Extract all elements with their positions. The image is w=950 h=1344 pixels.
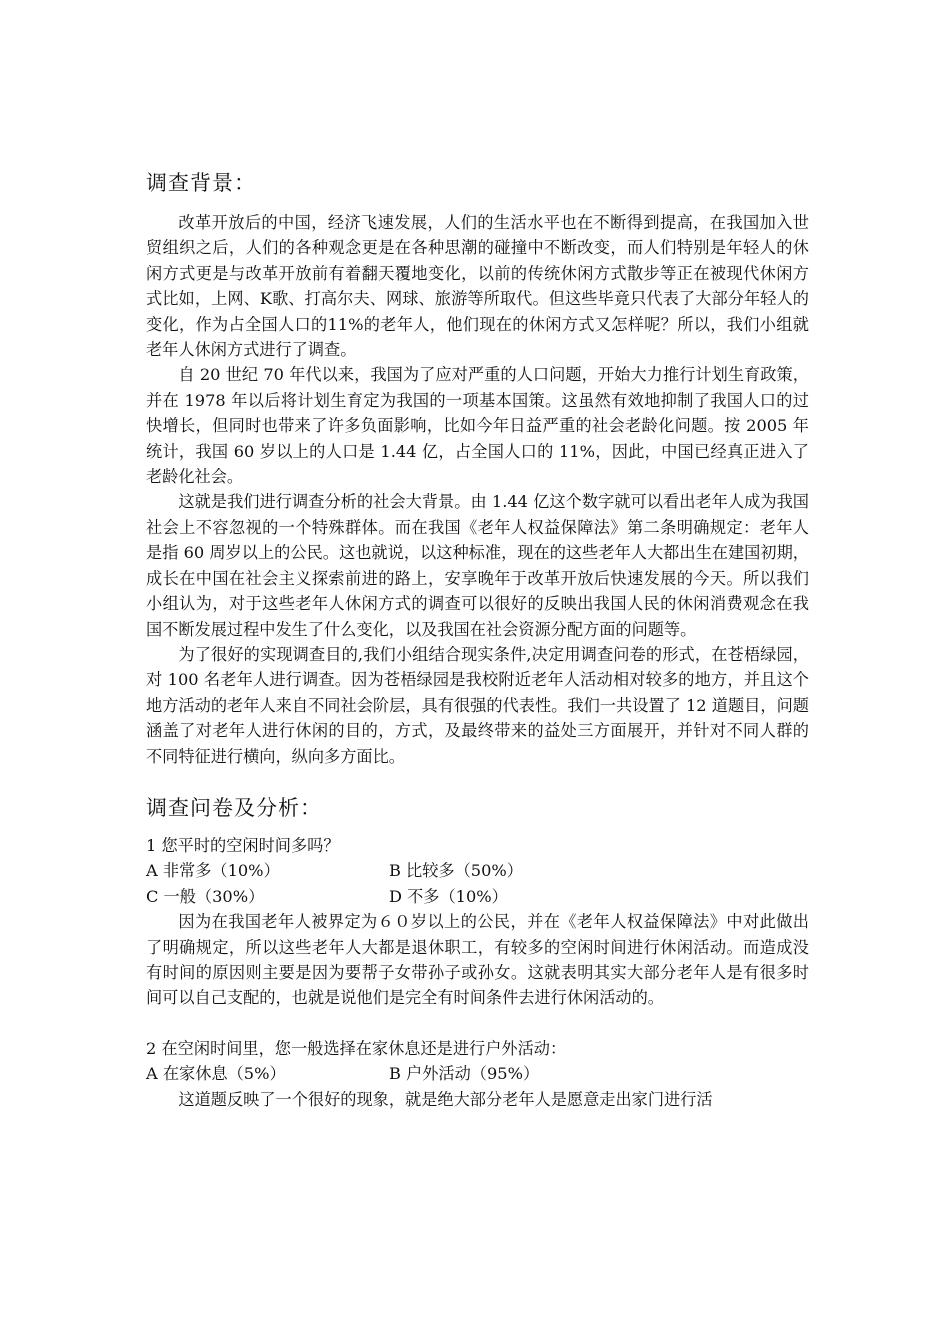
background-paragraph-3: 这就是我们进行调查分析的社会大背景。由 1.44 亿这个数字就可以看出老年人成为我国社会上不容忽视的一个特殊群体。而在我国《老年人权益保障法》第二条明确规定：老年人是指 60 周岁以上的公民。这也就说，以这种标准，现在的这些老年人大都出生在建国初期，成长在中国在社会主义探索前进的路上，安享晚年于改革开放后快速发展的今天。所以我们小组认为，对于这些老年人休闲方式的调查可以很好的反映出我国人民的休闲消费观念在我国不断发展过程中发生了什么变化，以及我国在社会资源分配方面的问题等。 [146,492,809,639]
background-paragraph-4: 为了很好的实现调查目的,我们小组结合现实条件,决定用调查问卷的形式，在苍梧绿园，对 100 名老年人进行调查。因为苍梧绿园是我校附近老年人活动相对较多的地方，并且这个地方活动的老年人来自不同社会阶层，具有很强的代表性。我们一共设置了 12 道题目，问题涵盖了对老年人进行休闲的目的，方式，及最终带来的益处三方面展开，并针对不同人群的不同特征进行横向，纵向多方面比。 [146,644,809,766]
question-2-text: 2 在空闲时间里，您一般选择在家休息还是进行户外活动： [146,1038,567,1058]
background-paragraph-2: 自 20 世纪 70 年代以来，我国为了应对严重的人口问题，开始大力推行计划生育政策，并在 1978 年以后将计划生育定为我国的一项基本国策。这虽然有效地抑制了我国人口的过快增长，但同时也带来了许多负面影响，比如今年日益严重的社会老龄化问题。按 2005 年统计，我国 60 岁以上的人口是 1.44 亿，占全国人口的 11%，因此，中国已经真正进入了老龄化社会。 [146,365,809,487]
question-2 [146,1036,809,1112]
question-1-text: 1 您平时的空闲时间多吗？ [146,835,340,855]
question-1-option-c: C 一般（30%） [146,886,265,906]
document-page [146,168,809,1112]
question-1-analysis: 因为在我国老年人被界定为６０岁以上的公民，并在《老年人权益保障法》中对此做出了明确规定，所以这些老年人大都是退休职工，有较多的空闲时间进行休闲活动。而造成没有时间的原因则主要是因为要帮子女带孙子或孙女。这就表明其实大部分老年人是有很多时间可以自己支配的，也就是说他们是完全有时间条件去进行休闲活动的。 [146,912,809,1008]
question-1-options-row-1 [146,858,809,883]
question-2-analysis: 这道题反映了一个很好的现象，就是绝大部分老年人是愿意走出家门进行活 [178,1089,713,1109]
question-1-options-row-2 [146,884,809,909]
question-1-option-b: B 比较多（50%） [389,861,523,881]
question-spacer [146,1011,809,1036]
question-1-option-d: D 不多（10%） [389,886,508,906]
question-1 [146,833,809,1011]
question-2-options-row-1 [146,1061,809,1086]
background-heading: 调查背景： [146,171,256,195]
question-1-option-a: A 非常多（10%） [146,861,280,881]
survey-heading: 调查问卷及分析： [146,795,322,820]
question-2-option-b: B 户外活动（95%） [389,1064,540,1084]
question-2-option-a: A 在家休息（5%） [146,1064,286,1084]
background-paragraph-1: 改革开放后的中国，经济飞速发展，人们的生活水平也在不断得到提高，在我国加入世贸组织之后，人们的各种观念更是在各种思潮的碰撞中不断改变，而人们特别是年轻人的休闲方式更是与改革开放前有着翻天覆地变化，以前的传统休闲方式散步等正在被现代休闲方式比如，上网、K歌、打高尔夫、网球、旅游等所取代。但这些毕竟只代表了大部分年轻人的变化，作为占全国人口的11%的老年人，他们现在的休闲方式又怎样呢？所以，我们小组就老年人休闲方式进行了调查。 [146,213,809,360]
